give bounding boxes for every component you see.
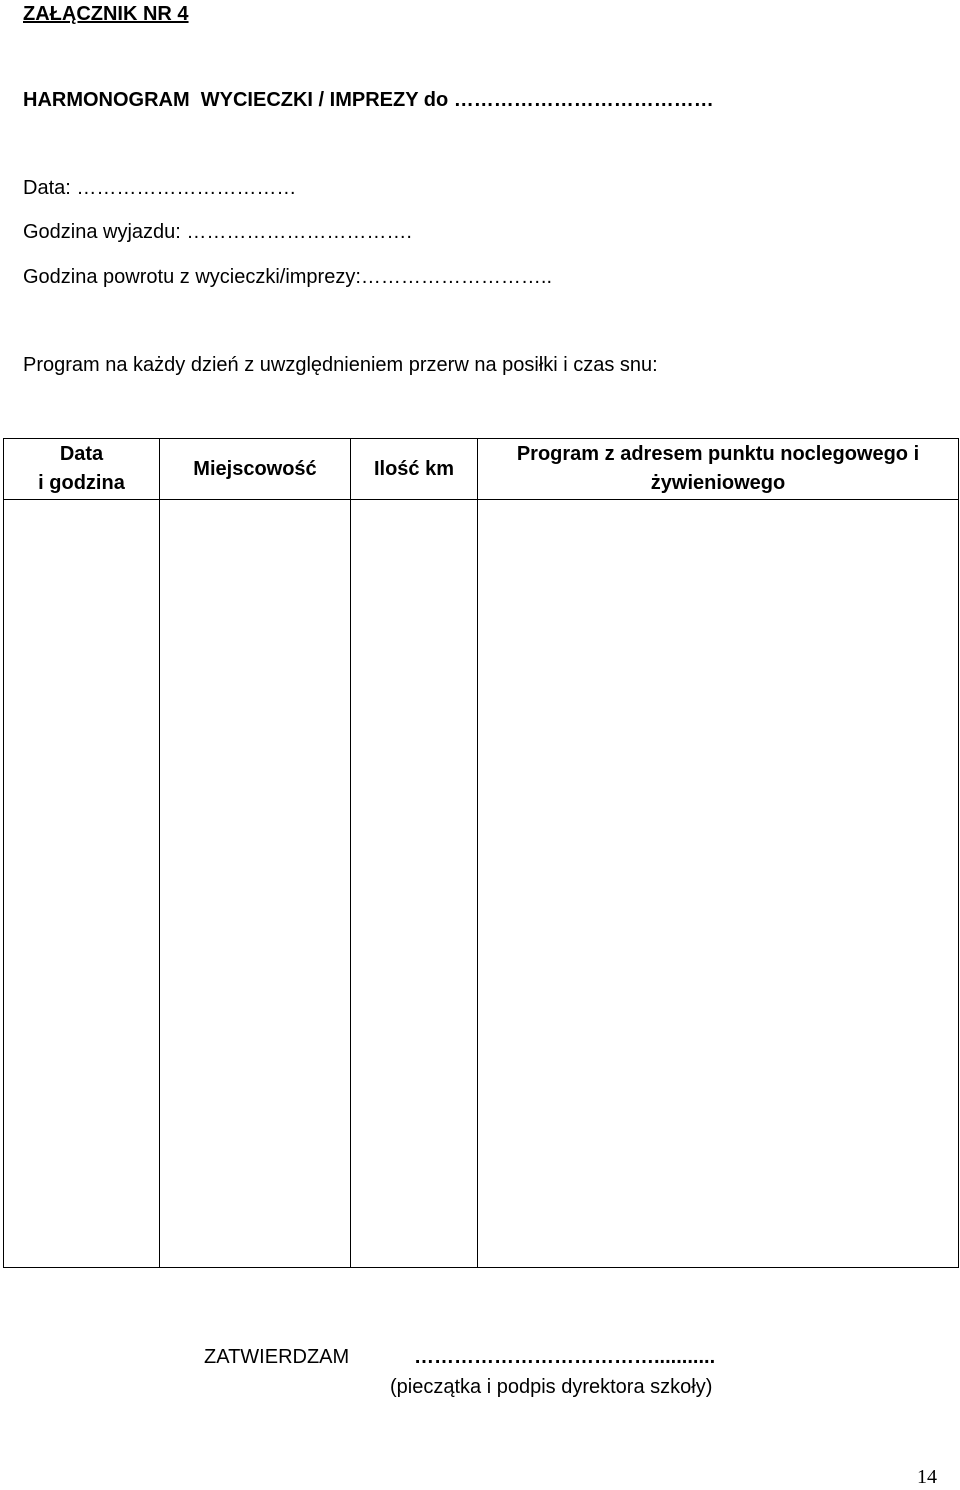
table-row <box>4 500 959 1268</box>
return-time-field: Godzina powrotu z wycieczki/imprezy:……………………….. <box>23 266 553 288</box>
program-intro: Program na każdy dzień z uwzględnieniem przerw na posiłki i czas snu: <box>23 354 658 376</box>
approval-label: ZATWIERDZAM <box>204 1346 350 1368</box>
header-date-time: Data i godzina <box>4 439 160 500</box>
table-header-row <box>4 439 959 500</box>
departure-time-field: Godzina wyjazdu: ……………………………. <box>23 221 412 243</box>
signature-line: ………………………………........... <box>414 1346 716 1368</box>
header-program: Program z adresem punktu noclegowego i żywieniowego <box>478 439 959 500</box>
header-location: Miejscowość <box>160 439 351 500</box>
schedule-table <box>3 438 959 1268</box>
cell-distance-km[interactable] <box>351 500 478 1268</box>
header-distance-km: Ilość km <box>351 439 478 500</box>
cell-program[interactable] <box>478 500 959 1268</box>
cell-date-time[interactable] <box>4 500 160 1268</box>
page-number: 14 <box>917 1466 937 1488</box>
annex-label: ZAŁĄCZNIK NR 4 <box>23 3 189 25</box>
date-field: Data: …………………………… <box>23 177 297 199</box>
document-heading: HARMONOGRAM WYCIECZKI / IMPREZY do ………………………………… <box>23 89 714 111</box>
signature-caption: (pieczątka i podpis dyrektora szkoły) <box>390 1376 713 1398</box>
cell-location[interactable] <box>160 500 351 1268</box>
